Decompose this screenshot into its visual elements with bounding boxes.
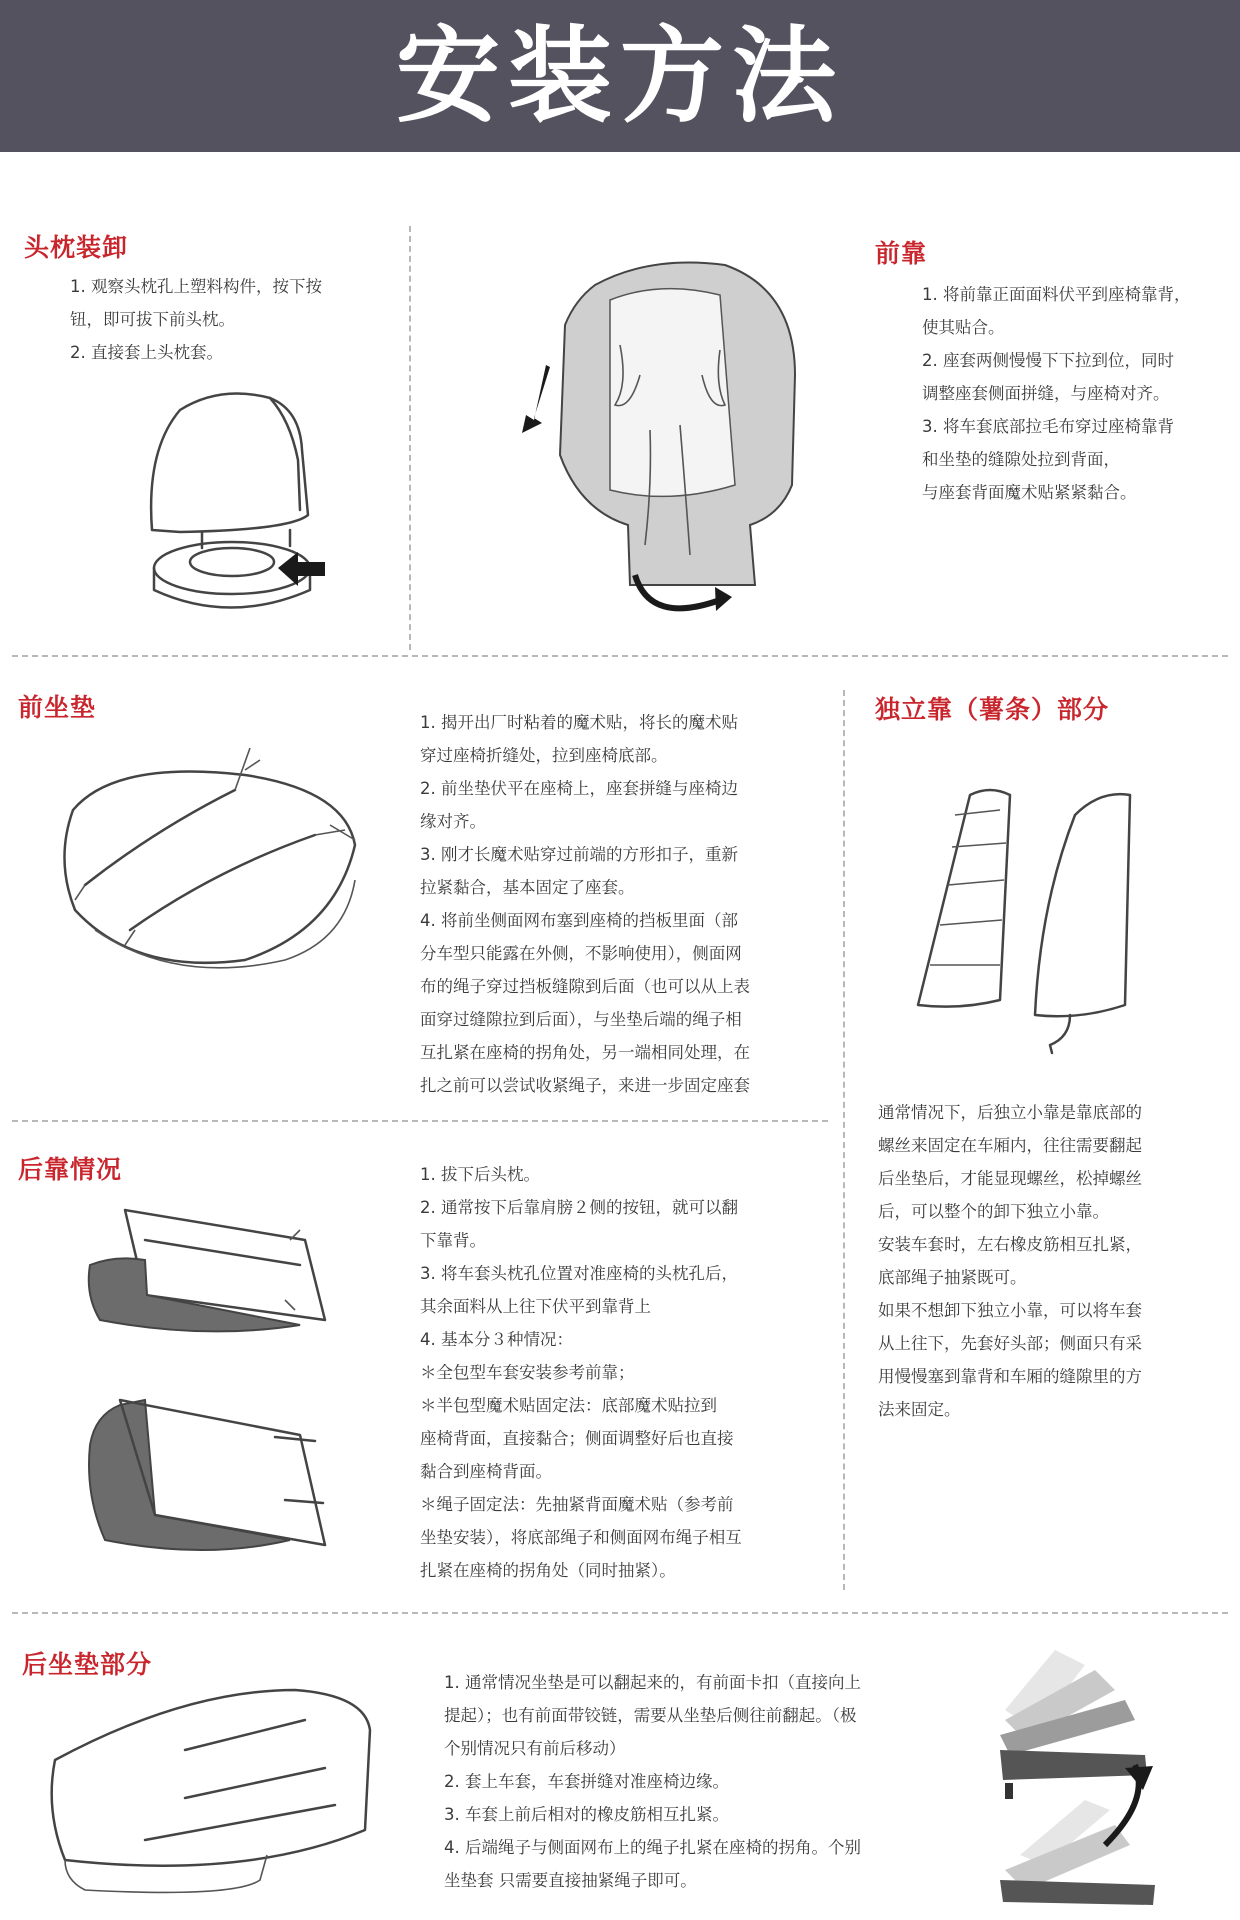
rear-back-illustration-top — [85, 1200, 335, 1340]
step-item: 4. 将前坐侧面网布塞到座椅的挡板里面（部 分车型只能露在外侧，不影响使用），侧面网 布的绳子穿过挡板缝隙到后面（也可以从上表 面穿过缝隙拉到后面），与坐垫后端的绳子相 互扎紧在座椅的拐角处，另一端相同处理，在 扎之前可以尝试收紧绳子，来进一步固定座套 — [420, 911, 750, 1095]
side-bolster-illustration — [900, 775, 1150, 1055]
divider-h-2 — [12, 1120, 828, 1122]
step-list — [878, 1096, 1223, 1426]
section-title: 前靠 — [875, 239, 928, 268]
step-item: 3. 将车套头枕孔位置对准座椅的头枕孔后， 其余面料从上往下伏平到靠背上 — [420, 1264, 738, 1316]
divider-v-top — [409, 226, 411, 650]
section-title: 前坐垫 — [18, 693, 97, 722]
front-cushion-illustration — [55, 730, 375, 990]
step-item: 1. 通常情况坐垫是可以翻起来的，有前面卡扣（直接向上 提起）；也有前面带铰链，需要从坐垫后侧往前翻起。（极 个别情况只有前后移动） — [444, 1673, 861, 1758]
down-arrow-icon — [522, 365, 550, 433]
divider-h-1 — [12, 655, 1228, 657]
rear-cushion-flip-illustration — [985, 1640, 1195, 1910]
step-item: 3. 将车套底部拉毛布穿过座椅靠背 和坐垫的缝隙处拉到背面， 与座套背面魔术贴紧紧黏合。 — [922, 417, 1174, 502]
front-back-illustration — [520, 255, 820, 625]
step-item: 1. 观察头枕孔上塑料构件，按下按 钮，即可拔下前头枕。 — [70, 277, 322, 329]
step-item: 2. 套上车套，车套拼缝对准座椅边缘。 — [444, 1772, 729, 1791]
step-item: 4. 后端绳子与侧面网布上的绳子扎紧在座椅的拐角。个别 坐垫套 只需要直接抽紧绳子即可。 — [444, 1838, 861, 1890]
step-item: 2. 通常按下后靠肩膀２侧的按钮，就可以翻 下靠背。 — [420, 1198, 738, 1250]
step-item: 1. 将前靠正面面料伏平到座椅靠背， 使其贴合。 — [922, 285, 1191, 337]
section-title: 后坐垫部分 — [22, 1650, 153, 1679]
page-banner — [0, 0, 1240, 152]
step-item: 如果不想卸下独立小靠，可以将车套 从上往下，先套好头部；侧面只有采 用慢慢塞到靠背和车厢的缝隙里的方 法来固定。 — [878, 1301, 1142, 1419]
step-item: 4. 基本分３种情况： — [420, 1330, 573, 1349]
step-list — [70, 270, 390, 369]
divider-h-3 — [12, 1612, 1228, 1614]
step-list — [444, 1666, 924, 1897]
rear-back-illustration-bottom — [85, 1375, 335, 1565]
step-list — [420, 1158, 820, 1587]
step-list — [420, 706, 820, 1102]
headrest-illustration — [140, 390, 340, 620]
step-item: 安装车套时，左右橡皮筋相互扎紧， 底部绳子抽紧既可。 — [878, 1235, 1142, 1287]
rear-cushion-illustration — [45, 1680, 375, 1900]
step-item: 1. 拔下后头枕。 — [420, 1165, 540, 1184]
step-item: 2. 直接套上头枕套。 — [70, 343, 223, 362]
step-item: 2. 前坐垫伏平在座椅上，座套拼缝与座椅边 缘对齐。 — [420, 779, 738, 831]
step-item: 1. 揭开出厂时粘着的魔术贴，将长的魔术贴 穿过座椅折缝处，拉到座椅底部。 — [420, 713, 738, 765]
section-title: 后靠情况 — [18, 1155, 123, 1184]
step-item: 通常情况下，后独立小靠是靠底部的 螺丝来固定在车厢内，往往需要翻起 后坐垫后，才能显现螺丝，松掉螺丝 后，可以整个的卸下独立小靠。 — [878, 1103, 1142, 1221]
step-item: 3. 刚才长魔术贴穿过前端的方形扣子，重新 拉紧黏合，基本固定了座套。 — [420, 845, 738, 897]
section-title: 独立靠（薯条）部分 — [875, 695, 1110, 724]
step-item: ＊半包型魔术贴固定法：底部魔术贴拉到 座椅背面，直接黏合；侧面调整好后也直接 黏合到座椅背面。 — [420, 1396, 734, 1481]
step-list — [922, 278, 1234, 509]
section-title: 头枕装卸 — [24, 233, 129, 262]
step-item: 3. 车套上前后相对的橡皮筋相互扎紧。 — [444, 1805, 729, 1824]
page-title: 安装方法 — [395, 15, 844, 137]
step-item: 2. 座套两侧慢慢下下拉到位，同时 调整座套侧面拼缝，与座椅对齐。 — [922, 351, 1174, 403]
step-item: ＊绳子固定法：先抽紧背面魔术贴（参考前 坐垫安装），将底部绳子和侧面网布绳子相互 扎紧在座椅的拐角处（同时抽紧）。 — [420, 1495, 742, 1580]
divider-v-right — [843, 690, 845, 1590]
step-item: ＊全包型车套安装参考前靠； — [420, 1363, 635, 1382]
